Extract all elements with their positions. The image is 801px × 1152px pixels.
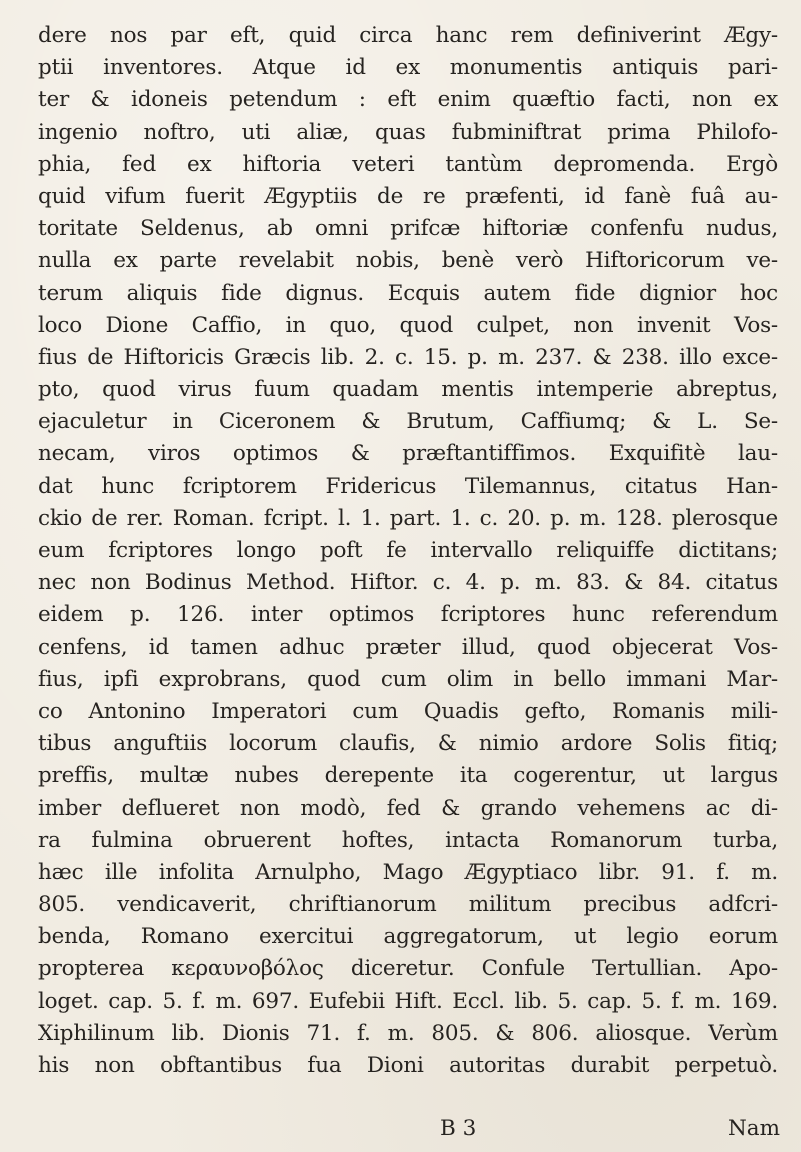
text-line: ckio de rer. Roman. fcript. l. 1. part. 1. c. 20. p. m. 128. plerosque (38, 505, 778, 531)
text-line: loget. cap. 5. f. m. 697. Eufebii Hift. Eccl. lib. 5. cap. 5. f. m. 169. (38, 988, 778, 1014)
page-footer (440, 1116, 780, 1141)
catchword: Nam (727, 1116, 780, 1141)
text-line: fius de Hiftoricis Græcis lib. 2. c. 15. p. m. 237. & 238. illo exce- (38, 344, 778, 370)
text-line: his non obftantibus fua Dioni autoritas durabit perpetuò. (38, 1053, 778, 1078)
text-line: ra fulmina obruerent hoftes, intacta Romanorum turba, (38, 827, 778, 853)
text-line: cenfens, id tamen adhuc præter illud, quod objecerat Vos- (38, 634, 778, 660)
text-line: ejaculetur in Ciceronem & Brutum, Caffiumq; & L. Se- (38, 409, 778, 435)
text-line: 805. vendicaverit, chriftianorum militum precibus adfcri- (38, 892, 778, 918)
text-line: dat hunc fcriptorem Fridericus Tilemannus, citatus Han- (38, 473, 778, 499)
text-line: dere nos par eft, quid circa hanc rem definiverint Ægy- (38, 23, 778, 48)
text-line: tibus anguftiis locorum claufis, & nimio ardore Solis fitiq; (38, 731, 778, 757)
text-line: Xiphilinum lib. Dionis 71. f. m. 805. & 806. aliosque. Verùm (38, 1020, 778, 1046)
signature-mark: B 3 (440, 1116, 477, 1141)
text-line: fius, ipfi exprobrans, quod cum olim in bello immani Mar- (38, 666, 778, 692)
text-line: eidem p. 126. inter optimos fcriptores hunc referendum (38, 602, 778, 628)
text-line: quid vifum fuerit Ægyptiis de re præfenti, id fanè fuâ au- (38, 183, 778, 209)
text-line: necam, viros optimos & præftantiffimos. Exquifitè lau- (38, 441, 778, 467)
text-line: toritate Seldenus, ab omni prifcæ hiftoriæ confenfu nudus, (38, 216, 778, 242)
text-line: benda, Romano exercitui aggregatorum, ut legio eorum (38, 924, 778, 950)
text-line: ter & idoneis petendum : eft enim quæftio facti, non ex (38, 87, 778, 113)
body-text (38, 20, 778, 1082)
text-line: co Antonino Imperatori cum Quadis gefto, Romanis mili- (38, 698, 778, 724)
text-line: ingenio noftro, uti aliæ, quas fubminiftrat prima Philofo- (38, 119, 778, 145)
text-line: terum aliquis fide dignus. Ecquis autem fide dignior hoc (38, 280, 778, 306)
text-line: loco Dione Caffio, in quo, quod culpet, non invenit Vos- (38, 312, 778, 338)
text-line: propterea κεραυνοβόλος diceretur. Confule Tertullian. Apo- (38, 956, 778, 982)
text-line: nulla ex parte revelabit nobis, benè verò Hiftoricorum ve- (38, 248, 778, 274)
text-line: phia, fed ex hiftoria veteri tantùm depromenda. Ergò (38, 151, 778, 177)
text-line: imber deflueret non modò, fed & grando vehemens ac di- (38, 795, 778, 821)
text-line: pto, quod virus fuum quadam mentis intemperie abreptus, (38, 377, 778, 403)
text-line: preffis, multæ nubes derepente ita cogerentur, ut largus (38, 763, 778, 789)
text-line: ptii inventores. Atque id ex monumentis antiquis pari- (38, 55, 778, 81)
text-line: nec non Bodinus Method. Hiftor. c. 4. p. m. 83. & 84. citatus (38, 570, 778, 596)
text-line: eum fcriptores longo poft fe intervallo reliquiffe dictitans; (38, 538, 778, 563)
text-line: hæc ille infolita Arnulpho, Mago Ægyptiaco libr. 91. f. m. (38, 859, 778, 885)
